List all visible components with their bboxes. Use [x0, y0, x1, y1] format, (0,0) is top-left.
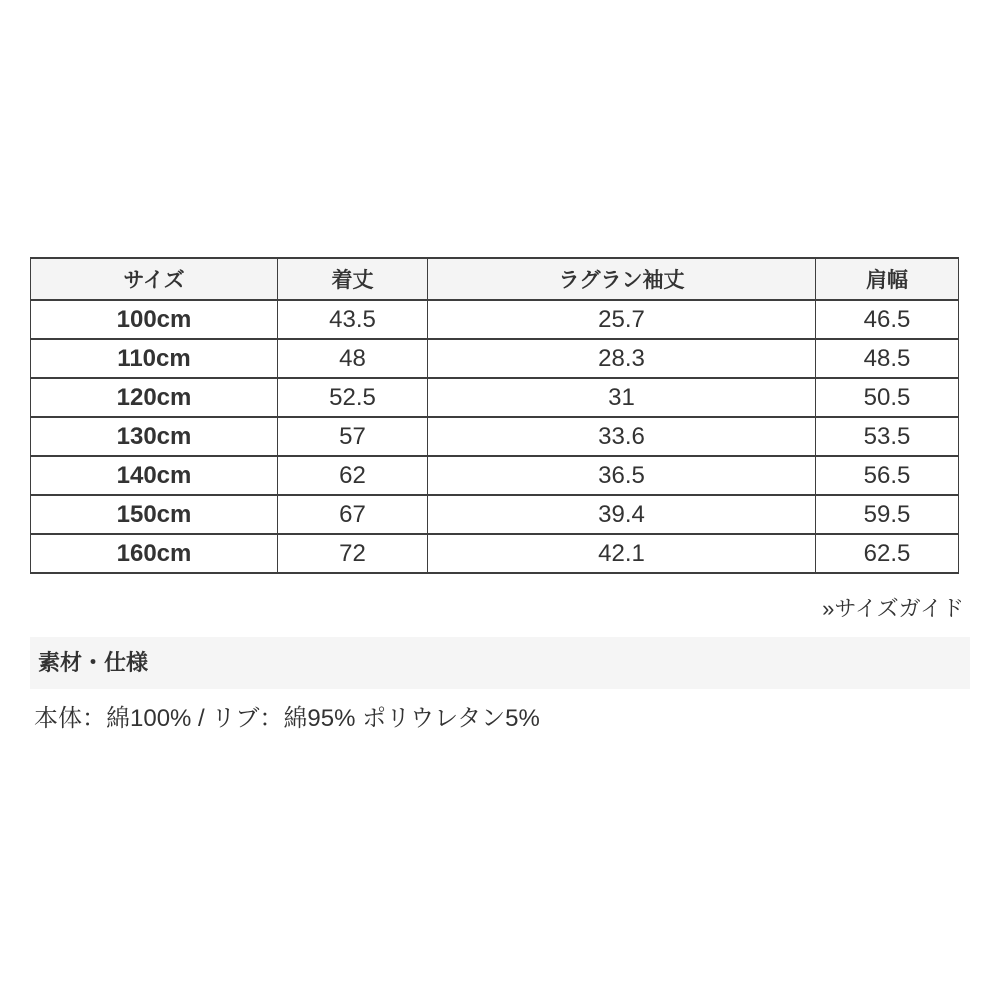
table-row-140cm: [31, 456, 959, 495]
material-section-heading: 素材・仕様: [30, 637, 970, 689]
size-cell: 110cm: [31, 339, 278, 378]
size-table-header: [31, 258, 959, 300]
value-cell: 33.6: [428, 417, 816, 456]
header-row: [31, 258, 959, 300]
value-cell: 67: [278, 495, 428, 534]
column-header-shoulder-width: 肩幅: [816, 258, 959, 300]
value-cell: 25.7: [428, 300, 816, 339]
value-cell: 28.3: [428, 339, 816, 378]
column-header-size: サイズ: [31, 258, 278, 300]
size-cell: 100cm: [31, 300, 278, 339]
value-cell: 59.5: [816, 495, 959, 534]
size-table-body: [31, 300, 959, 573]
value-cell: 36.5: [428, 456, 816, 495]
material-composition-text: 本体：綿100% / リブ：綿95% ポリウレタン5%: [34, 705, 540, 732]
value-cell: 50.5: [816, 378, 959, 417]
value-cell: 48: [278, 339, 428, 378]
spec-content: [30, 257, 970, 735]
value-cell: 56.5: [816, 456, 959, 495]
size-guide-row: [30, 594, 964, 624]
table-row-110cm: [31, 339, 959, 378]
table-row-100cm: [31, 300, 959, 339]
value-cell: 62.5: [816, 534, 959, 573]
size-cell: 140cm: [31, 456, 278, 495]
size-guide-link[interactable]: »サイズガイド: [822, 596, 964, 621]
size-cell: 160cm: [31, 534, 278, 573]
table-row-130cm: [31, 417, 959, 456]
value-cell: 39.4: [428, 495, 816, 534]
table-row-160cm: [31, 534, 959, 573]
value-cell: 42.1: [428, 534, 816, 573]
value-cell: 52.5: [278, 378, 428, 417]
column-header-body-length: 着丈: [278, 258, 428, 300]
value-cell: 43.5: [278, 300, 428, 339]
value-cell: 62: [278, 456, 428, 495]
column-header-raglan-sleeve-length: ラグラン袖丈: [428, 258, 816, 300]
size-table: [30, 257, 959, 574]
table-row-150cm: [31, 495, 959, 534]
table-row-120cm: [31, 378, 959, 417]
size-cell: 150cm: [31, 495, 278, 534]
value-cell: 48.5: [816, 339, 959, 378]
value-cell: 72: [278, 534, 428, 573]
value-cell: 57: [278, 417, 428, 456]
size-cell: 120cm: [31, 378, 278, 417]
value-cell: 46.5: [816, 300, 959, 339]
size-cell: 130cm: [31, 417, 278, 456]
value-cell: 53.5: [816, 417, 959, 456]
value-cell: 31: [428, 378, 816, 417]
